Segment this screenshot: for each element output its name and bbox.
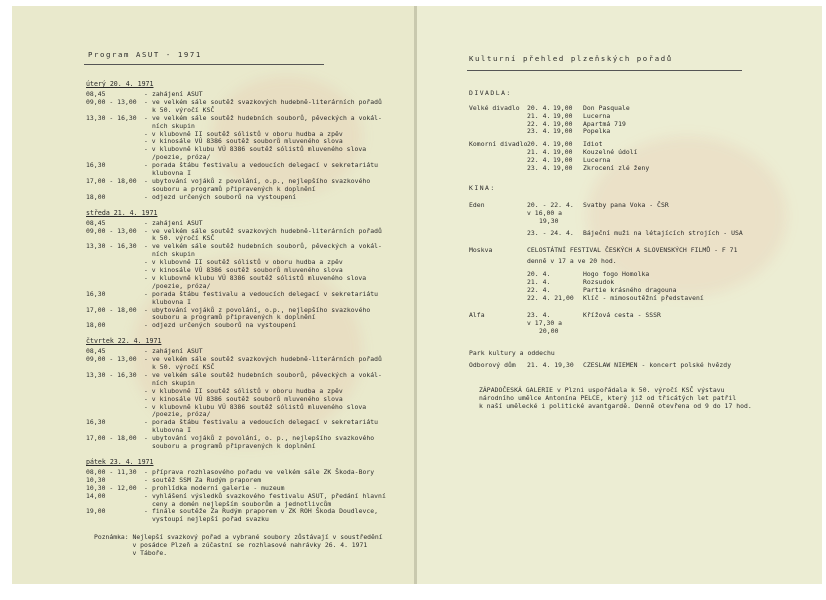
program-text: k 50. výročí KSČ <box>152 234 215 243</box>
program-dash: - <box>144 226 148 235</box>
program-text: vystoupí nejlepší pořad svazku <box>152 515 269 524</box>
program-text: ubytování vojáků z povolání, o. p., nejlepšího svazkového <box>152 434 375 443</box>
program-dash: - <box>144 491 148 500</box>
program-time: 09,00 - 13,00 <box>86 355 137 364</box>
show-date: 23. 4. <box>527 127 551 136</box>
program-text: porada štábu festivalu a vedoucích delegací v sekretariátu <box>152 289 379 298</box>
program-text: - v klubovně klubu VÚ 8386 soutěž sólistů mluveného slova <box>144 273 367 282</box>
program-dash: - <box>144 418 148 427</box>
theatre-venue: Velké divadlo <box>469 104 520 112</box>
gallery-line: k naší umělecké i politické avantgardě. Denně otevřena od 9 do 17 hod. <box>479 402 752 410</box>
program-time: 16,30 <box>86 161 106 170</box>
program-time: 14,00 <box>86 491 106 500</box>
show-time: 19,00 <box>553 111 573 120</box>
program-title: Program ASUT - 1971 <box>88 50 202 59</box>
program-time: 10,30 - 12,00 <box>86 483 137 492</box>
program-text: zahájení ASUT <box>152 347 203 356</box>
program-time: 13,30 - 16,30 <box>86 242 137 251</box>
program-text: - v kinosále VÚ 8386 soutěž souborů mluveného slova <box>144 266 343 274</box>
program-text: - v klubovně II soutěž sólistů v oboru hudba a zpěv <box>144 129 343 138</box>
show-date: 21. 4. <box>527 111 551 120</box>
film-date: 20. - 22. 4. <box>527 201 574 210</box>
program-text: zahájení ASUT <box>152 218 203 227</box>
show-title: Apartmá 719 <box>583 119 626 128</box>
film-times: 20,00 <box>539 327 559 335</box>
program-text: klubovna I <box>152 169 191 177</box>
program-dash: - <box>144 370 148 379</box>
program-text: ních skupin <box>152 378 195 387</box>
program-time: 16,30 <box>86 289 106 298</box>
show-title: Zkrocení zlé ženy <box>583 163 650 172</box>
program-dash: - <box>144 305 148 314</box>
film-date: 20. 4. <box>527 270 551 279</box>
program-dash: - <box>144 97 148 106</box>
cinema-venue: Eden <box>469 201 485 210</box>
program-time: 13,30 - 16,30 <box>86 113 137 122</box>
program-text: klubovna I <box>152 426 191 435</box>
left-page <box>12 6 417 584</box>
program-dash: - <box>144 218 148 227</box>
show-time: 19,00 <box>553 155 573 164</box>
show-title: Popelka <box>583 127 611 136</box>
program-dash: - <box>144 242 148 251</box>
gallery-line: národního umělce Antonína PELCE, který již od třicátých let patřil <box>479 394 737 403</box>
program-text: prohlídka moderní galerie - muzeum <box>152 483 285 492</box>
program-text: ve velkém sále soutěž svazkových hudebně-literárních pořadů <box>152 226 382 235</box>
program-dash: - <box>144 355 148 364</box>
program-text: - v klubovně klubu VÚ 8386 soutěž sólistů mluveného slova <box>144 402 367 411</box>
program-time: 19,00 <box>86 507 106 516</box>
theatre-heading: DIVADLA: <box>469 89 512 97</box>
program-text: /poezie, próza/ <box>152 153 211 162</box>
program-time: 13,30 - 16,30 <box>86 370 137 379</box>
program-text: ve velkém sále soutěž hudebních souborů, pěveckých a vokál- <box>152 370 382 379</box>
program-dash: - <box>144 113 148 122</box>
show-title: Kouzelné údolí <box>583 148 638 156</box>
program-time: 08,45 <box>86 347 106 356</box>
film-title: Partie krásného dragouna <box>583 285 677 294</box>
show-date: 23. 4. <box>527 163 551 172</box>
show-date: 20. 4. <box>527 140 551 149</box>
program-text: ve velkém sále soutěž svazkových hudebně-literárních pořadů <box>152 355 382 364</box>
program-text: porada štábu festivalu a vedoucích delegací v sekretariátu <box>152 418 379 427</box>
program-text: ve velkém sále soutěž hudebních souborů, pěveckých a vokál- <box>152 242 382 251</box>
program-text: ních skupin <box>152 121 195 130</box>
film-title: Rozsudok <box>583 278 615 286</box>
day-heading: pátek 23. 4. 1971 <box>86 457 154 466</box>
program-text: souboru a programů připravených k doplnění <box>152 313 316 322</box>
program-text: - v kinosále VÚ 8386 soutěž souborů mluveného slova <box>144 137 343 146</box>
program-text: klubovna I <box>152 297 191 306</box>
program-dash: - <box>144 507 148 516</box>
program-text: - v klubovně II soutěž sólistů v oboru hudba a zpěv <box>144 386 343 395</box>
program-time: 08,45 <box>86 218 106 227</box>
footnote-line: Poznámka: Nejlepší svazkový pořad a vybrané soubory zůstávají v soustředění <box>94 533 383 542</box>
show-title: Idiot <box>583 140 603 149</box>
cinema-venue: Alfa <box>469 311 485 320</box>
festival-times: denně v 17 a ve 20 hod. <box>527 257 617 266</box>
program-dash: - <box>144 483 148 492</box>
program-text: - v klubovně klubu VÚ 8386 soutěž sólistů mluveného slova <box>144 145 367 154</box>
festival-title: CELOSTÁTNÍ FESTIVAL ČESKÝCH A SLOVENSKÝCH FILMŮ - F 71 <box>527 245 738 254</box>
program-time: 18,00 <box>86 321 106 330</box>
show-date: 22. 4. <box>527 119 551 128</box>
program-text: ve velkém sále soutěž svazkových hudebně-literárních pořadů <box>152 97 382 106</box>
show-title: Lucerna <box>583 111 611 120</box>
film-date: 23. - 24. 4. <box>527 228 574 237</box>
footnote-line: v Táboře. <box>94 549 168 557</box>
day-heading: úterý 20. 4. 1971 <box>86 80 154 88</box>
program-time: 17,00 - 18,00 <box>86 176 137 185</box>
program-time: 17,00 - 18,00 <box>86 434 137 443</box>
film-times: v 16,00 a <box>527 209 563 218</box>
program-text: /poezie, próza/ <box>152 410 211 419</box>
program-time: 09,00 - 13,00 <box>86 226 137 235</box>
program-time: 16,30 <box>86 418 106 427</box>
right-page <box>417 6 822 584</box>
film-title: Klíč - mimosoutěžní představení <box>583 293 704 302</box>
program-text: - v klubovně II soutěž sólistů v oboru hudba a zpěv <box>144 258 343 267</box>
program-dash: - <box>144 467 148 476</box>
program-text: ních skupin <box>152 250 195 259</box>
show-title: Lucerna <box>583 155 611 164</box>
program-text: souboru a programů připravených k doplnění <box>152 184 316 193</box>
cinema-venue: Moskva <box>469 245 493 254</box>
show-date: 20. 4. <box>527 104 551 112</box>
program-time: 17,00 - 18,00 <box>86 305 137 314</box>
program-text: ubytování vojáků z povolání, o.p., nejlepšího svazkového <box>152 305 371 314</box>
show-time: 19,00 <box>553 163 573 172</box>
program-dash: - <box>144 192 148 201</box>
park-heading: Park kultury a oddechu <box>469 348 555 357</box>
film-title: Svatby pana Voka - ČSR <box>583 201 669 210</box>
film-date: 22. 4. <box>527 285 551 294</box>
program-dash: - <box>144 161 148 170</box>
program-dash: - <box>144 289 148 298</box>
program-time: 18,00 <box>86 192 106 201</box>
film-title: Křížová cesta - SSSR <box>583 311 661 320</box>
program-text: finále soutěže Za Rudým praporem v ZK ROH Škoda Doudlevce, <box>152 507 379 516</box>
program-time: 09,00 - 13,00 <box>86 97 137 106</box>
program-text: odjezd určených souborů na vystoupení <box>152 192 297 201</box>
show-time: 19,00 <box>553 119 573 128</box>
film-times: 19,30 <box>539 217 559 225</box>
program-text: vyhlášení výsledků svazkového festivalu ASUT, předání hlavní <box>152 491 386 500</box>
show-time: 19,00 <box>553 140 573 149</box>
gallery-line: ZÁPADOČESKÁ GALERIE v Plzni uspořádala k 50. výročí KSČ výstavu <box>479 386 725 395</box>
program-text: příprava rozhlasového pořadu ve velkém sále ZK Škoda-Bory <box>152 467 375 476</box>
film-date: 22. 4. 21,00 <box>527 293 574 302</box>
program-text: porada štábu festivalu a vedoucích delegací v sekretariátu <box>152 161 379 170</box>
program-text: ubytování vojáků z povolání, o.p., nejlepšího svazkového <box>152 176 371 185</box>
show-date: 22. 4. <box>527 155 551 164</box>
program-text: odjezd určených souborů na vystoupení <box>152 321 297 330</box>
program-text: ceny a domén nejlepším souborům a jednotlivcům <box>152 499 332 508</box>
show-time: 19,00 <box>553 127 573 136</box>
show-date: 21. 4. <box>527 148 551 156</box>
program-time: 08,45 <box>86 90 106 98</box>
program-dash: - <box>144 347 148 356</box>
film-date: 21. 4. <box>527 278 551 286</box>
program-text: ve velkém sále soutěž hudebních souborů, pěveckých a vokál- <box>152 113 382 122</box>
film-times: v 17,30 a <box>527 319 563 328</box>
program-dash: - <box>144 321 148 330</box>
film-title: Báječní muži na létajících strojích - USA <box>583 228 743 237</box>
program-text: souboru a programů připravených k doplnění <box>152 442 316 450</box>
film-date: 23. 4. <box>527 311 551 320</box>
program-dash: - <box>144 90 148 98</box>
program-time: 10,30 <box>86 475 106 484</box>
program-dash: - <box>144 176 148 185</box>
show-time: 19,00 <box>553 148 573 156</box>
park-date: 21. 4. 19,30 <box>527 360 574 369</box>
show-time: 19,00 <box>553 104 573 112</box>
program-text: /poezie, próza/ <box>152 281 211 290</box>
culture-title: Kulturní přehled plzeňských pořadů <box>469 54 673 63</box>
program-time: 08,00 - 11,30 <box>86 467 137 476</box>
day-heading: čtvrtek 22. 4. 1971 <box>86 337 162 346</box>
cinema-heading: KINA: <box>469 184 496 193</box>
program-dash: - <box>144 434 148 443</box>
park-venue: Odborový dům <box>469 360 516 369</box>
program-dash: - <box>144 475 148 484</box>
park-event: CZESLAW NIEMEN - koncert polské hvězdy <box>583 360 732 369</box>
day-heading: středa 21. 4. 1971 <box>86 208 158 217</box>
theatre-venue: Komorní divadlo <box>469 140 528 149</box>
program-text: k 50. výročí KSČ <box>152 363 215 371</box>
footnote-line: v posádce Plzeň a zúčastní se rozhlasové nahrávky 26. 4. 1971 <box>94 541 368 550</box>
program-text: zahájení ASUT <box>152 90 203 98</box>
program-text: - v kinosále VÚ 8386 soutěž souborů mluveného slova <box>144 394 343 403</box>
program-text: k 50. výročí KSČ <box>152 105 215 114</box>
program-text: soutěž SSM Za Rudým praporem <box>152 475 262 484</box>
film-title: Hogo fogo Homolka <box>583 270 650 279</box>
show-title: Don Pasquale <box>583 104 630 112</box>
